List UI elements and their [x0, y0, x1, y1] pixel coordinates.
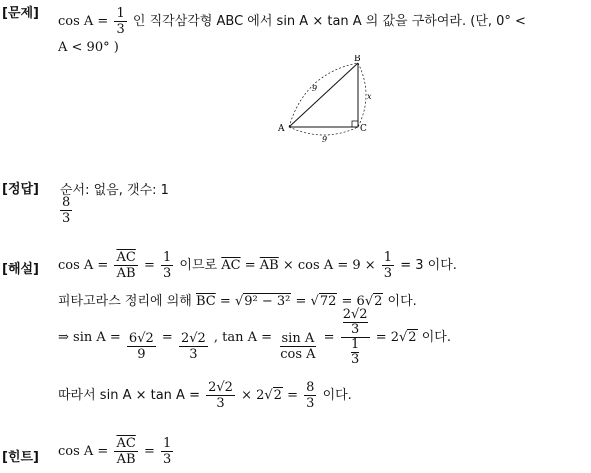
problem-line-2: A < 90° ): [58, 40, 119, 55]
hyp-label: 9: [312, 84, 318, 93]
right-angle-mark: [352, 121, 358, 127]
base-label: 9: [322, 135, 328, 144]
vertex-b: B: [354, 55, 361, 64]
side-label: x: [367, 92, 372, 101]
problem-text: 인 직각삼각형 ABC 에서 sin A × tan A 의 값을 구하여라. (단, 0° <: [132, 14, 526, 29]
answer-label: [정답]: [2, 182, 39, 197]
triangle-figure: [270, 55, 380, 145]
problem-label: [문제]: [2, 6, 39, 21]
problem-line-1: [58, 6, 526, 37]
solution-line-3: ⇒ sin A = $\frac{6√2}{9}$ = $\frac{2√2}{3}$ , tan A = $\frac{\text{sin A}}{\text{cos A}}$ = 2√2 3 1 3 = 2√2 이다.: [58, 307, 451, 367]
vertex-c: C: [360, 124, 367, 134]
answer-value: $\frac{8}{3}$: [62, 195, 71, 226]
side-brace: [358, 63, 366, 127]
cos-expression: cos A =: [58, 14, 109, 29]
hypotenuse-line: [289, 63, 358, 127]
answer-meta: 순서: 없음, 갯수: 1: [60, 183, 169, 198]
vertex-a: A: [278, 124, 285, 134]
solution-line-2: 피타고라스 정리에 의해 $\overline{BC} = √9^2 - 3^2 = √72 = 6√2$ 이다.: [58, 294, 417, 309]
base-brace: [289, 127, 358, 135]
solution-line-4: 따라서 sin A × tan A = $\frac{2√2}{3}$ × 2√2 = $\frac{8}{3}$ 이다.: [58, 380, 352, 411]
hint-label: [힌트]: [2, 450, 39, 465]
one-third-fraction: $\frac{1}{3}$: [116, 6, 125, 37]
solution-label: [해설]: [2, 262, 39, 277]
solution-line-1: cos A = $\frac{\overline{AC}}{AB}$ = $\frac{1}{3}$ 이므로 $\overline{AC} = \overline{AB} \times \cos A = 9$ × $\frac{1}{3}$ = 3 이다.: [58, 250, 457, 281]
hint-line: cos A = $\frac{\overline{AC}}{AB}$ = $\frac{1}{3}$: [58, 436, 172, 467]
